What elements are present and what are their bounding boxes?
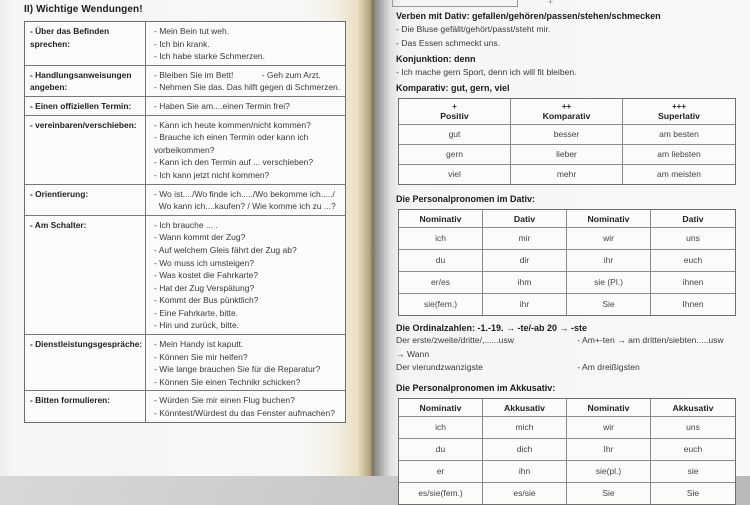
example-line: - Ich mache gern Sport, denn ich will fit bleiben. xyxy=(396,67,577,77)
phrase-list xyxy=(146,66,345,96)
pronoun-header-cell: Akkusativ xyxy=(483,399,567,417)
cropped-table-line xyxy=(392,6,518,7)
pronoun-cell: Ihnen xyxy=(682,299,704,309)
page-spine xyxy=(372,0,384,476)
section-heading-komparativ: Komparativ: gut, gern, viel xyxy=(396,83,510,93)
wendungen-row xyxy=(25,335,345,391)
pronoun-cell: sie(pl.) xyxy=(567,461,651,483)
pronoun-cell: Sie xyxy=(686,487,700,498)
pronoun-cell: wir xyxy=(567,417,651,439)
phrase-line: - Mein Bein tut weh. xyxy=(154,26,230,36)
phrase-list xyxy=(146,185,345,215)
phrase-line: - Können Sie mir helfen? xyxy=(154,351,248,362)
pronoun-cell: ich xyxy=(399,228,483,250)
pronoun-cell: sie xyxy=(651,461,735,483)
komparativ-header-cell xyxy=(399,99,511,125)
ordinal-right: - Am+-ten → am dritten/siebten.....usw xyxy=(577,335,724,345)
pronoun-cell: uns xyxy=(651,417,735,439)
pronoun-cell: ihm xyxy=(483,272,567,294)
wendungen-row xyxy=(25,22,345,66)
category-label: - Dienstleistungsgespräche: xyxy=(25,335,146,390)
komparativ-header-cell xyxy=(623,99,735,125)
category-label: - Einen offiziellen Termin: xyxy=(25,97,146,115)
degree-symbol: + xyxy=(452,102,457,111)
phrase-list xyxy=(146,216,345,334)
category-label: - Handlungsanweisungen angeben: xyxy=(25,66,146,96)
cropped-table-edge xyxy=(396,0,738,7)
cropped-cross-mark: + xyxy=(548,0,554,7)
phrase-list xyxy=(146,22,345,65)
degree-label: Superlativ xyxy=(657,111,700,121)
komparativ-cell: am meisten xyxy=(657,169,701,179)
pronoun-cell: du xyxy=(399,250,483,272)
pronoun-cell: Sie xyxy=(567,294,651,315)
phrase-line: - Können Sie einen Technikr schicken? xyxy=(154,376,301,387)
example-line: - Die Bluse gefällt/gehört/passt/steht mir. xyxy=(396,24,551,34)
degree-symbol: ++ xyxy=(561,102,572,111)
pronoun-cell: er xyxy=(399,461,483,483)
section-heading-verben-mit-dativ: Verben mit Dativ: gefallen/gehören/passen/stehen/schmecken xyxy=(396,11,661,21)
phrase-line: - Brauche ich einen Termin oder kann ich xyxy=(154,132,309,143)
komparativ-cell: lieber xyxy=(511,145,623,165)
phrase-line: - Kann ich den Termin auf ... verschieben? xyxy=(154,157,314,168)
phrase-line: - Ich brauche ... . xyxy=(154,219,218,230)
pronoun-header-cell: Akkusativ xyxy=(651,399,735,417)
komparativ-table xyxy=(398,98,736,185)
pronoun-cell: Ihr xyxy=(567,439,651,461)
category-label: - vereinbaren/verschieben: xyxy=(25,116,146,184)
pronoun-cell: mich xyxy=(483,417,567,439)
pronoun-cell: sie (Pl.) xyxy=(567,272,651,294)
wendungen-row xyxy=(25,216,345,335)
pronoun-cell: ihr xyxy=(567,250,651,272)
phrase-line: - Ich bin krank. xyxy=(154,38,210,49)
category-label: - Orientierung: xyxy=(25,185,146,215)
komparativ-header-cell xyxy=(511,99,623,125)
akkusativ-pronoun-table xyxy=(398,398,736,505)
pronoun-header-cell: Nominativ xyxy=(567,399,651,417)
phrase-line: - Kommt der Bus pünktlich? xyxy=(154,295,259,306)
right-page xyxy=(384,0,750,498)
pronoun-cell: ich xyxy=(399,417,483,439)
ordinal-row xyxy=(396,361,738,375)
ordinal-right xyxy=(577,348,738,362)
left-page xyxy=(0,0,372,476)
phrase-line: - Was kostet die Fahrkarte? xyxy=(154,270,259,281)
pronoun-cell: dich xyxy=(483,439,567,461)
pronoun-cell: euch xyxy=(651,439,735,461)
phrase-line: - Hin und zurück, bitte. xyxy=(154,320,240,331)
pronoun-header-cell: Nominativ xyxy=(567,210,651,228)
category-label: - Bitten formulieren: xyxy=(25,391,146,421)
category-label: - Über das Befinden sprechen: xyxy=(25,22,146,65)
phrase-line: - Wo ist..../Wo finde ich...../Wo bekomme ich...../ xyxy=(154,188,335,199)
pronoun-cell: mir xyxy=(483,228,567,250)
phrase-line: - Bleiben Sie im Bett! - Geh zum Arzt. xyxy=(154,69,321,80)
section-heading-konjunktion: Konjunktion: denn xyxy=(396,54,476,64)
pronoun-cell: sie(fem.) xyxy=(399,294,483,315)
komparativ-cell: viel xyxy=(399,165,511,184)
example-line: - Das Essen schmeckt uns. xyxy=(396,38,501,48)
phrase-line: vorbeikommen? xyxy=(154,144,215,155)
pronoun-header-cell: Dativ xyxy=(651,210,735,228)
komparativ-cell: am besten xyxy=(623,125,735,145)
phrase-line: - Eine Fahrkarte, bitte. xyxy=(154,307,239,318)
wendungen-row xyxy=(25,66,345,97)
komparativ-cell: mehr xyxy=(511,165,623,184)
phrase-line: - Ich habe starke Schmerzen. xyxy=(154,51,266,62)
cropped-table-tick xyxy=(517,0,518,7)
wendungen-row xyxy=(25,97,345,116)
komparativ-cell: gut xyxy=(399,125,511,145)
phrase-line: - Könntest/Würdest du das Fenster aufmachen? xyxy=(154,408,335,419)
pronoun-cell: es/sie xyxy=(483,483,567,504)
phrase-line: - Hat der Zug Verspätung? xyxy=(154,282,255,293)
ordinal-right: - Am dreißigsten xyxy=(577,362,640,372)
category-label: - Am Schalter: xyxy=(25,216,146,334)
ordinal-left: Der vierundzwanzigste xyxy=(396,362,483,372)
cropped-table-tick xyxy=(392,0,393,7)
page-title: II) Wichtige Wendungen! xyxy=(24,4,143,15)
ordinal-left: Der erste/zweite/dritte/,......usw xyxy=(396,335,514,345)
ordinal-left: → Wann xyxy=(396,348,430,359)
komparativ-cell: gern xyxy=(399,145,511,165)
wendungen-table xyxy=(24,21,346,423)
phrase-line: - Haben Sie am....einen Termin frei? xyxy=(154,100,290,111)
phrase-line: Wo kann ich....kaufen? / Wie komme ich zu ...? xyxy=(154,201,336,212)
pronoun-cell: uns xyxy=(651,228,735,250)
dativ-pronoun-table xyxy=(398,209,736,316)
pronoun-cell: ihn xyxy=(483,461,567,483)
phrase-line: - Auf welchem Gleis fährt der Zug ab? xyxy=(154,244,297,255)
phrase-list xyxy=(146,97,345,115)
phrase-line: - Mein Handy ist kaputt. xyxy=(154,339,244,350)
pronoun-cell: wir xyxy=(567,228,651,250)
section-heading-dativ-pronomen: Die Personalpronomen im Dativ: xyxy=(396,194,536,204)
wendungen-row xyxy=(25,185,345,216)
komparativ-cell: besser xyxy=(511,125,623,145)
pronoun-header-cell: Nominativ xyxy=(399,210,483,228)
right-page-content xyxy=(396,0,738,505)
phrase-line: - Nehmen Sie das. Das hilft gegen di Schmerzen. xyxy=(154,82,341,93)
ordinal-examples xyxy=(396,334,738,375)
phrase-list xyxy=(146,116,345,184)
degree-label: Positiv xyxy=(440,111,469,121)
ordinal-row xyxy=(396,334,738,348)
ordinalzahlen-section xyxy=(396,323,738,375)
pronoun-cell: euch xyxy=(651,250,735,272)
degree-label: Komparativ xyxy=(542,111,591,121)
phrase-line: - Würden Sie mir einen Flug buchen? xyxy=(154,395,295,406)
degree-symbol: +++ xyxy=(671,102,686,111)
pronoun-cell: dir xyxy=(483,250,567,272)
wendungen-row xyxy=(25,116,345,185)
phrase-line: - Wo muss ich umsteigen? xyxy=(154,257,254,268)
pronoun-cell: du xyxy=(399,439,483,461)
ordinal-row xyxy=(396,348,738,362)
section-heading-akkusativ-pronomen: Die Personalpronomen im Akkusativ: xyxy=(396,382,556,393)
pronoun-header-cell: Nominativ xyxy=(399,399,483,417)
phrase-list xyxy=(146,391,345,421)
section-heading-ordinalzahlen: Die Ordinalzahlen: -1.-19. → -te/-ab 20 → -ste xyxy=(396,323,588,333)
pronoun-header-cell: Dativ xyxy=(483,210,567,228)
phrase-list xyxy=(146,335,345,390)
phrase-line: - Ich kann jetzt nicht kommen? xyxy=(154,169,270,180)
pronoun-cell: es/sie(fem.) xyxy=(399,483,483,504)
pronoun-cell: er/es xyxy=(399,272,483,294)
phrase-line: - Wann kommt der Zug? xyxy=(154,232,246,243)
wendungen-row xyxy=(25,391,345,421)
pronoun-cell: Sie xyxy=(567,483,651,504)
komparativ-cell: am liebsten xyxy=(623,145,735,165)
pronoun-cell: ihr xyxy=(483,294,567,315)
phrase-line: - Kann ich heute kommen/nicht kommen? xyxy=(154,119,311,130)
phrase-line: - Wie lange brauchen Sie für die Reparatur? xyxy=(154,364,321,375)
pronoun-cell: ihnen xyxy=(651,272,735,294)
